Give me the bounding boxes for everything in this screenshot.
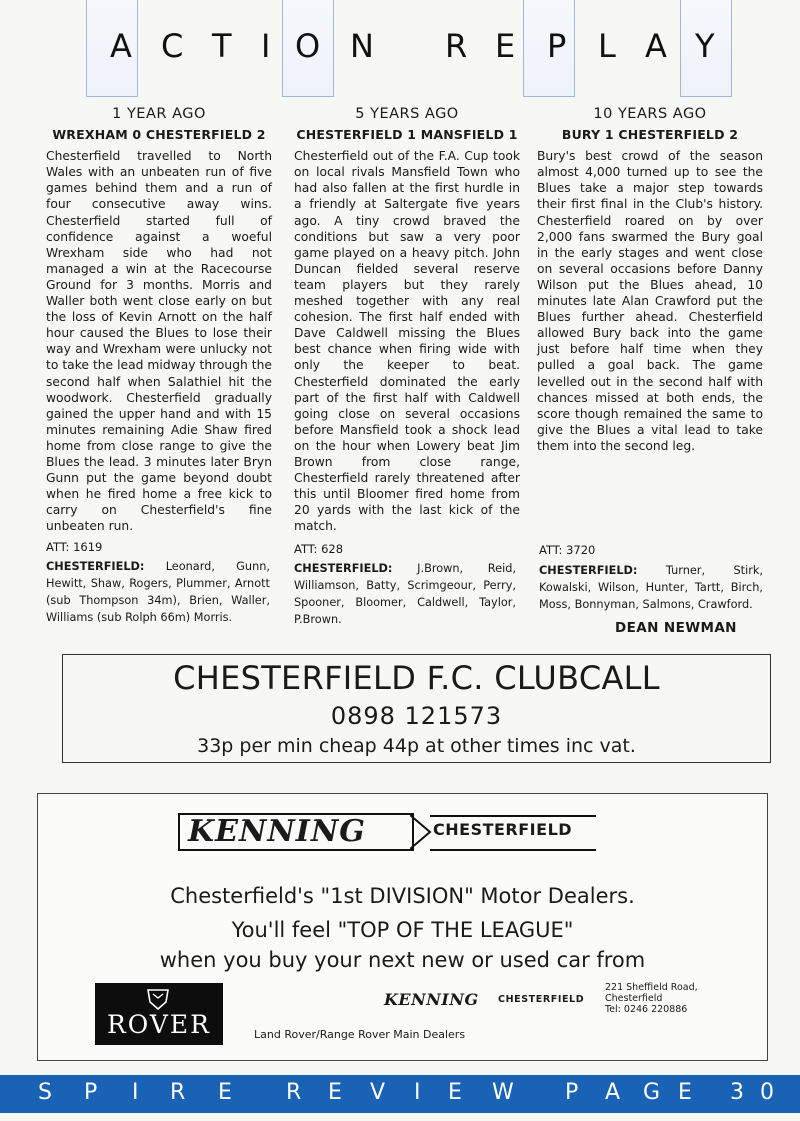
header-title: [0, 27, 800, 67]
clubcall-box: [62, 654, 771, 763]
lineup: [539, 562, 763, 613]
header-letter: Y: [695, 27, 715, 65]
attendance: ATT: 628: [294, 542, 344, 556]
header-letter: L: [598, 27, 616, 65]
header-letter: I: [261, 27, 271, 65]
kenning-logo-banner: [178, 813, 598, 863]
address-line: Tel: 0246 220886: [605, 1004, 688, 1015]
match-result: CHESTERFIELD 1 MANSFIELD 1: [296, 127, 518, 143]
kenning-location-small: CHESTERFIELD: [498, 994, 585, 1005]
lineup-players: Leonard, Gunn, Hewitt, Shaw, Rogers, Plummer, Arnott (sub Thompson 34m), Brien, Waller, Williams (sub Rolph 66m) Morris.: [46, 560, 270, 624]
clubcall-phone: 0898 121573: [330, 702, 503, 730]
column-heading: 5 YEARS AGO: [355, 106, 459, 122]
column-10-years-ago: [537, 106, 763, 454]
header-letter: O: [295, 27, 321, 65]
dealer-address: [605, 982, 698, 1015]
action-replay-header: [0, 0, 800, 100]
rover-logo: [95, 983, 223, 1045]
footer-letter: E: [678, 1080, 692, 1105]
header-letter: E: [495, 27, 516, 65]
advert-line: when you buy your next new or used car from: [159, 948, 646, 972]
match-report: Chesterfield out of the F.A. Cup took on local rivals Mansfield Town who had also fallen at the first hurdle in a friendly at Saltergate five years ago. A tiny crowd braved the conditions but saw a very poor game played on a heavy pitch. John Duncan fielded several reserve team players but they rarely meshed together with any real cohesion. The first half ended with Dave Caldwell missing the Blues best chance when firing wide with only the keeper to beat. Chesterfield dominated the early part of the first half with Caldwell going close on several occasions before Mansfield took a shock lead on the hour when Lowery beat Jim Brown from close range, Chesterfield rarely threatened after this until Bloomer fired home from 20 yards with the last kick of the match.: [294, 149, 520, 534]
attendance: ATT: 1619: [46, 540, 103, 554]
footer-letter: I: [414, 1080, 421, 1105]
match-report: Bury's best crowd of the season almost 4,000 turned up to see the Blues take a major step towards their first final in the Club's history. Chesterfield roared on by over 2,000 fans swarmed the Bury goal in the early stages and went close on several occasions before Danny Wilson put the Blues ahead, 10 minutes late Alan Crawford put the Blues further ahead. Chesterfield allowed Bury back into the game just before half time when they pulled a goal back. The game levelled out in the second half with chances missed at both ends, the score though remained the same to give the Blues a vital lead to take them into the second leg.: [537, 149, 763, 453]
kenning-advert: [37, 793, 768, 1061]
column-heading: 1 YEAR AGO: [112, 106, 206, 122]
footer-letter: E: [448, 1080, 462, 1105]
header-letter: N: [350, 27, 374, 65]
header-letter: R: [445, 27, 468, 65]
kenning-logo-box: [178, 813, 414, 851]
lineup-label: CHESTERFIELD:: [46, 560, 145, 573]
footer-letter: V: [370, 1080, 386, 1105]
match-report: Chesterfield travelled to North Wales with an unbeaten run of five games behind them and a run of four consecutive away wins. Chesterfield started full of confidence against a woeful Wrexham side who had not managed a win at the Racecourse Ground for 3 months. Morris and Waller both went close early on but the loss of Kevin Arnott on the half hour caused the Blues to lose their way and Wrexham were unlucky not to take the lead midway through the second half when Salathiel hit the woodwork. Chesterfield gradually gained the upper hand and with 15 minutes remaining Adie Shaw fired home from close range to give the Blues the lead. 3 minutes later Bryn Gunn put the game beyond doubt when he fired home a free kick to carry on Chesterfield's fine unbeaten run.: [46, 149, 272, 534]
footer-letter: E: [328, 1080, 342, 1105]
clubcall-rates: 33p per min cheap 44p at other times inc vat.: [197, 735, 636, 757]
advert-line: You'll feel "TOP OF THE LEAGUE": [231, 918, 574, 942]
kenning-location: CHESTERFIELD: [433, 820, 573, 839]
footer-letter: A: [605, 1080, 621, 1105]
header-letter: T: [212, 27, 232, 65]
lineup-players: J.Brown, Reid, Williamson, Batty, Scrimgeour, Perry, Spooner, Bloomer, Caldwell, Taylor, P.Brown.: [294, 562, 516, 626]
footer-letter: E: [218, 1080, 232, 1105]
column-5-years-ago: [294, 106, 520, 534]
footer-letter: P: [84, 1080, 98, 1105]
address-line: Chesterfield: [605, 993, 663, 1004]
kenning-logo-small: KENNING: [384, 990, 479, 1009]
footer-letter: G: [643, 1080, 661, 1105]
header-letter: A: [110, 27, 132, 65]
footer-letter: 3: [730, 1080, 744, 1105]
footer-letter: R: [286, 1080, 302, 1105]
lineup: [294, 560, 516, 628]
column-1-year-ago: [46, 106, 272, 534]
rover-shield-icon: [146, 988, 170, 1010]
lineup-players: Turner, Stirk, Kowalski, Wilson, Hunter, Tartt, Birch, Moss, Bonnyman, Salmons, Crawford.: [539, 564, 764, 611]
author-byline: DEAN NEWMAN: [615, 620, 737, 636]
advert-line: Chesterfield's "1st DIVISION" Motor Dealers.: [170, 884, 635, 908]
match-result: WREXHAM 0 CHESTERFIELD 2: [52, 127, 266, 143]
landrover-tagline: Land Rover/Range Rover Main Dealers: [254, 1028, 466, 1041]
footer-letter: R: [170, 1080, 186, 1105]
footer-letter: W: [492, 1080, 514, 1105]
header-letter: P: [547, 27, 567, 65]
footer-letter: P: [565, 1080, 579, 1105]
column-heading: 10 YEARS AGO: [593, 106, 707, 122]
header-letter: C: [161, 27, 184, 65]
match-result: BURY 1 CHESTERFIELD 2: [561, 127, 739, 143]
footer-letter: I: [132, 1080, 139, 1105]
lineup-label: CHESTERFIELD:: [539, 564, 638, 577]
lineup: [46, 558, 270, 626]
footer-letter: 0: [760, 1080, 774, 1105]
address-line: 221 Sheffield Road,: [605, 982, 698, 993]
divider: [430, 815, 596, 817]
attendance: ATT: 3720: [539, 543, 596, 557]
page-footer: [0, 1075, 800, 1113]
footer-letter: S: [38, 1080, 52, 1105]
header-letter: A: [645, 27, 667, 65]
lineup-label: CHESTERFIELD:: [294, 562, 393, 575]
clubcall-title: CHESTERFIELD F.C. CLUBCALL: [173, 659, 660, 697]
rover-wordmark: ROVER: [106, 1010, 211, 1039]
kenning-logo: KENNING: [188, 814, 366, 849]
divider: [430, 849, 596, 851]
